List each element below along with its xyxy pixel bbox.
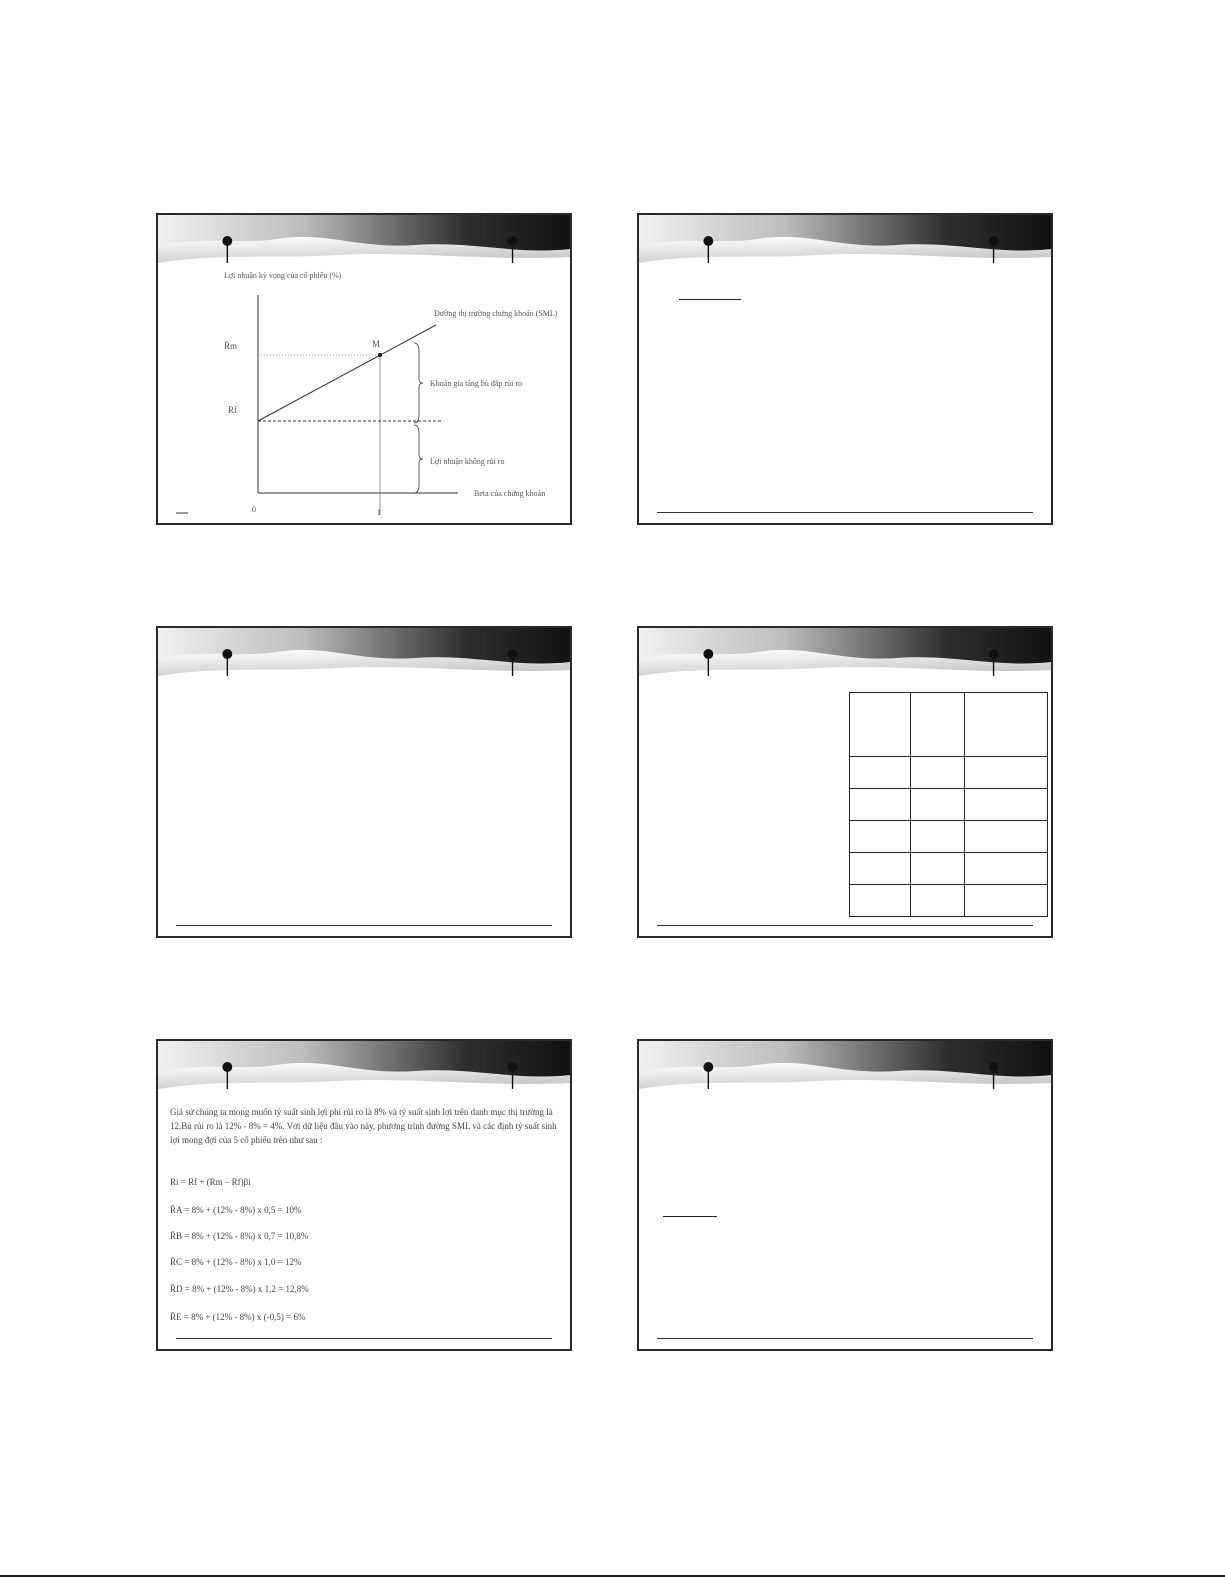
- slide-6: [637, 1039, 1053, 1351]
- market-point-label: M: [372, 339, 381, 349]
- origin-label: 0: [252, 505, 256, 514]
- table-row: [850, 885, 1048, 917]
- footer-line: [657, 925, 1033, 926]
- risk-premium-brace: [414, 343, 423, 423]
- data-table: [849, 692, 1048, 917]
- y-axis-label: Lợi nhuận kỳ vọng của cổ phiếu (%): [224, 271, 342, 280]
- footer-line: [176, 1338, 552, 1339]
- sml-diagram: [158, 263, 570, 525]
- slide-banner: [158, 215, 570, 263]
- footer-line: [657, 512, 1033, 513]
- risk-premium-label: Khoản gia tăng bù đắp rủi ro: [430, 379, 522, 388]
- slide-3: [156, 626, 572, 938]
- x-axis-label: Beta của chứng khoán: [474, 489, 546, 498]
- calc-line-e: R̄E = 8% + (12% - 8%) x (-0,5) = 6%: [170, 1312, 306, 1322]
- sml-line: [258, 325, 436, 421]
- footer-line: [176, 925, 552, 926]
- slide-4-table: [637, 626, 1053, 938]
- example-paragraph: Giả sử chúng ta mong muốn tỷ suất sinh lợi phi rủi ro là 8% và tỷ suất sinh lợi trên danh mục thị trường là 12.Bù rủi ro là 12% - 8% = 4%. Với dữ liệu đầu vào này, phương trình đường SML và các định tỷ suất sinh lợi mong đợi của 5 cổ phiếu trên như sau :: [170, 1107, 557, 1145]
- calc-line-a: R̄A = 8% + (12% - 8%) x 0,5 = 10%: [170, 1205, 302, 1215]
- beta-one-label: 1: [377, 508, 381, 517]
- slide-banner: [639, 628, 1051, 676]
- slide-2: [637, 213, 1053, 525]
- heading-underline: [679, 299, 741, 300]
- rf-label: Rf: [228, 405, 237, 415]
- slide-banner: [639, 1041, 1051, 1089]
- slide-banner: [158, 1041, 570, 1089]
- market-point: [378, 353, 382, 357]
- table-row: [850, 757, 1048, 789]
- sml-formula: Ri = Rf + (Rm – Rf)βi: [170, 1177, 251, 1187]
- riskfree-brace: [414, 425, 423, 493]
- slide-banner: [639, 215, 1051, 263]
- heading-underline: [663, 1216, 717, 1217]
- calc-line-d: R̄D = 8% + (12% - 8%) x 1,2 = 12,8%: [170, 1284, 309, 1294]
- page-bottom-rule: [0, 1575, 1225, 1577]
- table-row: [850, 789, 1048, 821]
- slide-5-calculations: [156, 1039, 572, 1351]
- calc-line-c: R̄C = 8% + (12% - 8%) x 1,0 = 12%: [170, 1257, 302, 1267]
- calc-line-b: R̄B = 8% + (12% - 8%) x 0,7 = 10,8%: [170, 1231, 309, 1241]
- rm-label: R̄m: [224, 341, 238, 351]
- sml-line-label: Đường thị trường chứng khoán (SML): [434, 309, 558, 318]
- table-row: [850, 821, 1048, 853]
- footer-line: [657, 1338, 1033, 1339]
- table-row: [850, 693, 1048, 757]
- table-row: [850, 853, 1048, 885]
- riskfree-label: Lợi nhuận không rủi ro: [430, 457, 505, 466]
- slide-banner: [158, 628, 570, 676]
- slide-sml-chart: [156, 213, 572, 525]
